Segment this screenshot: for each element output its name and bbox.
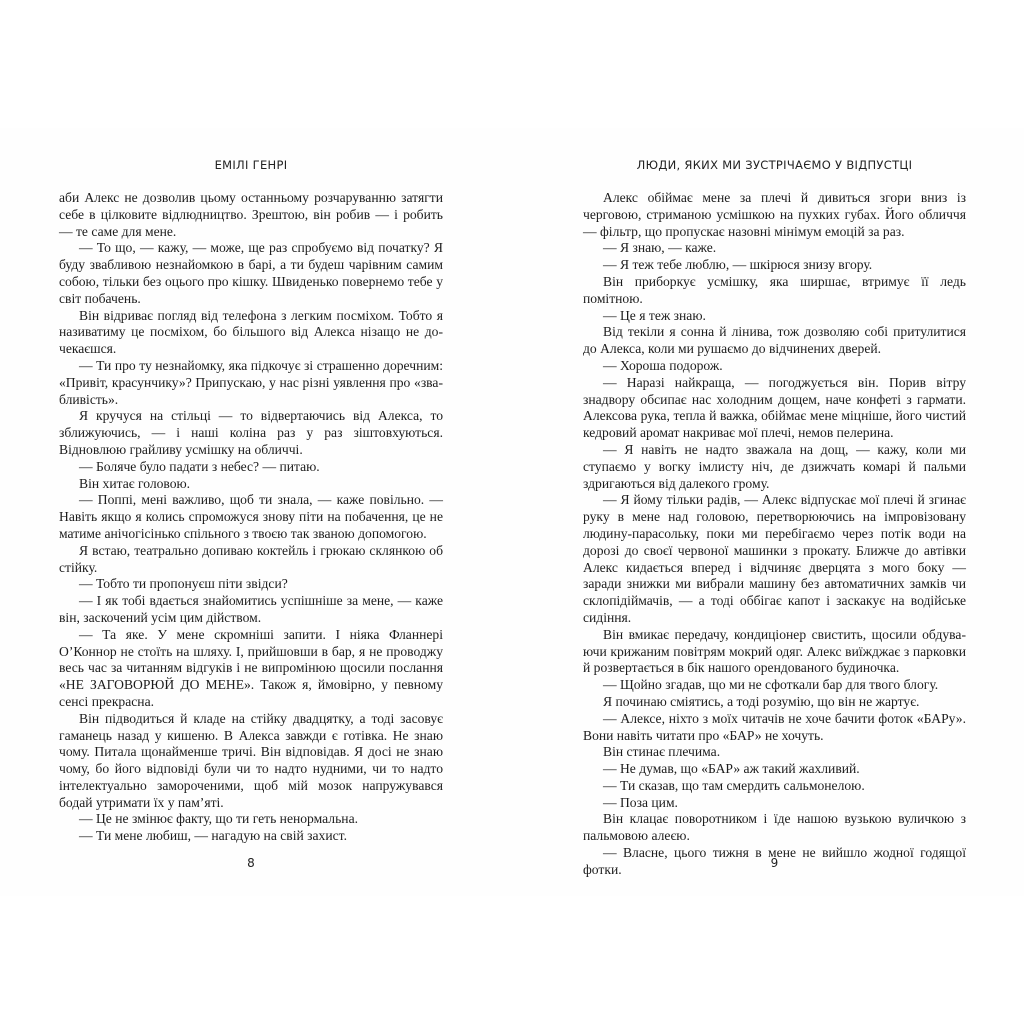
paragraph: — То що, — кажу, — може, ще раз спробуємо від початку? Я буду звабливою незнайомкою в барі, а ти будеш чарівним самим собою, тільки без оцього про кішку. Швиденько повернемо тебе у світ побачень. <box>59 240 443 306</box>
paragraph: — Я йому тільки радів, — Алекс відпускає мої плечі й згинає руку в мене над головою, перетворюючись на імпровізовану людину-парасольку, поки ми перебігаємо через потік води на дорозі до своєї червоної машинки з прокату. Ближче до автівки Алекс кидається вперед і відчиняє дверцята з мого боку — заради знижки ми вибрали машину без автоматичних замків чи склопідіймачів, — а тоді оббігає капот і заскакує на водійське сидіння. <box>583 492 966 625</box>
left-page <box>0 128 512 896</box>
paragraph: — Це не змінює факту, що ти геть ненормальна. <box>79 811 358 827</box>
paragraph: — Наразі найкраща, — погоджується він. Порив вітру знадвору обсипає нас холодним дощем, наче конфеті з гармати. Алексова рука, тепла й важка, обіймає мене міцніше, його чистий кедровий аромат накриває мої плечі, немов пелерина. <box>583 374 966 441</box>
paragraph: — І як тобі вдається знайомитись успішніше за мене, — каже він, заскочений усім цим дійством. <box>59 593 443 625</box>
paragraph: — Я теж тебе люблю, — шкірюся знизу вгору. <box>603 257 873 273</box>
paragraph: Він вмикає передачу, кондиціонер свистить, щосили обдуваючи крижаним повітрям мокрий одяг. Алекс виїжджає з парковки й розвертається в бік нашого орендованого будиночка. <box>583 626 966 676</box>
paragraph: — Я знаю, — каже. <box>603 240 717 256</box>
paragraph: Алекс обіймає мене за плечі й дивиться згори вниз із черговою, стриманою усмішкою на пухких губах. Його обличчя — фільтр, що пропускає назовні мінімум емоцій за раз. <box>583 190 966 239</box>
page-number: 8 <box>247 856 255 870</box>
paragraph: Я кручуся на стільці — то відвертаючись від Алекса, то зближуючись, — і наші коліна раз у раз зіштовхуються. Відновлюю грайливу усмішку на обличчі. <box>59 408 443 457</box>
paragraph: — Я навіть не надто зважала на дощ, — кажу, коли ми ступаємо у вогку імлисту ніч, де дзижчать комарі й пальми здригаються від далекого грому. <box>583 441 966 491</box>
running-head-title: ЛЮДИ, ЯКИХ МИ ЗУСТРІЧАЄМО У ВІДПУСТЦІ <box>636 158 913 172</box>
paragraph: Він стинає плечима. <box>603 744 721 760</box>
paragraph: Він підводиться й кладе на стійку двадцятку, а тоді засовує гаманець назад у кишеню. В Алекса завжди є готівка. Не знаю чому. Питала щонайменше тричі. Він відповідав. Я досі не знаю чому, бо його відповіді були чи то надто нудними, чи то надто інтелектуально замороченими, щоб мій мозок напружувався бодай утримати їх у пам’яті. <box>59 710 443 810</box>
paragraph: — Алексе, ніхто з моїх читачів не хоче бачити фоток «БАРу». Вони навіть читати про «БАР» не хочуть. <box>583 710 966 743</box>
paragraph: — Боляче було падати з небес? — питаю. <box>79 458 320 474</box>
paragraph: Він відриває погляд від телефона з легким посміхом. Тобто я називатиму це посміхом, бо більшого від Алекса нізащо не дочекаєшся. <box>59 307 443 357</box>
paragraph: — Не думав, що «БАР» аж такий жахливий. <box>603 761 860 777</box>
paragraph: — Хороша подорож. <box>603 357 723 373</box>
paragraph: — Щойно згадав, що ми не сфоткали бар для твого блогу. <box>603 677 939 693</box>
right-page-body <box>583 190 966 879</box>
paragraph: — Власне, цього тижня в мене не вийшло жодної годящої фотки. <box>583 845 966 877</box>
page-number: 9 <box>770 856 779 870</box>
paragraph: Він клацає поворотником і їде нашою вузькою вуличкою з пальмовою алеєю. <box>583 811 966 844</box>
paragraph: Я встаю, театрально допиваю коктейль і грюкаю склянкою об стійку. <box>59 542 443 575</box>
paragraph: аби Алекс не дозволив цьому останньому розчаруванню затягти себе в цілковите відлюдництво. Зрештою, він робив — і робить — те саме для мене. <box>59 190 443 239</box>
right-page <box>512 128 1024 896</box>
paragraph: — Ти мене любиш, — нагадую на свій захист. <box>79 828 347 844</box>
running-head-author: ЕМІЛІ ГЕНРІ <box>214 158 288 172</box>
paragraph: — Поппі, мені важливо, щоб ти знала, — каже повільно. — Навіть якщо я колись спроможуся знову піти на побачення, це не матиме анічогісінько спільного з твоєю так званою допомогою. <box>59 492 443 541</box>
paragraph: Я починаю сміятись, а тоді розумію, що він не жартує. <box>603 693 920 709</box>
book-spread <box>0 128 1024 896</box>
paragraph: — Поза цим. <box>603 794 678 810</box>
paragraph: — Ти про ту незнайомку, яка підкочує зі страшенно доречним: «Привіт, красунчику»? Припускаю, у нас різні уявлення про «звабливість». <box>59 357 443 407</box>
paragraph: Він хитає головою. <box>79 475 191 491</box>
paragraph: — Та яке. У мене скромніші запити. І ніяка Фланнері О’Коннор не стоїть на шляху. І, прийшовши в бар, я не проводжу весь час за читанням відгуків і не випромінюю щосили послання «НЕ ЗАГОВОРЮЙ ДО МЕНЕ». Також я, ймовірно, у певному сенсі прекрасна. <box>59 626 443 709</box>
paragraph: — Це я теж знаю. <box>603 307 706 323</box>
left-page-body <box>59 190 443 845</box>
paragraph: Від текіли я сонна й лінива, тож дозволяю собі притулитися до Алекса, коли ми рушаємо до відчинених дверей. <box>583 324 966 357</box>
paragraph: Він приборкує усмішку, яка ширшає, втримує її ледь помітною. <box>583 273 966 306</box>
paragraph: — Тобто ти пропонуєш піти звідси? <box>79 576 288 592</box>
paragraph: — Ти сказав, що там смердить сальмонелою. <box>603 777 865 793</box>
